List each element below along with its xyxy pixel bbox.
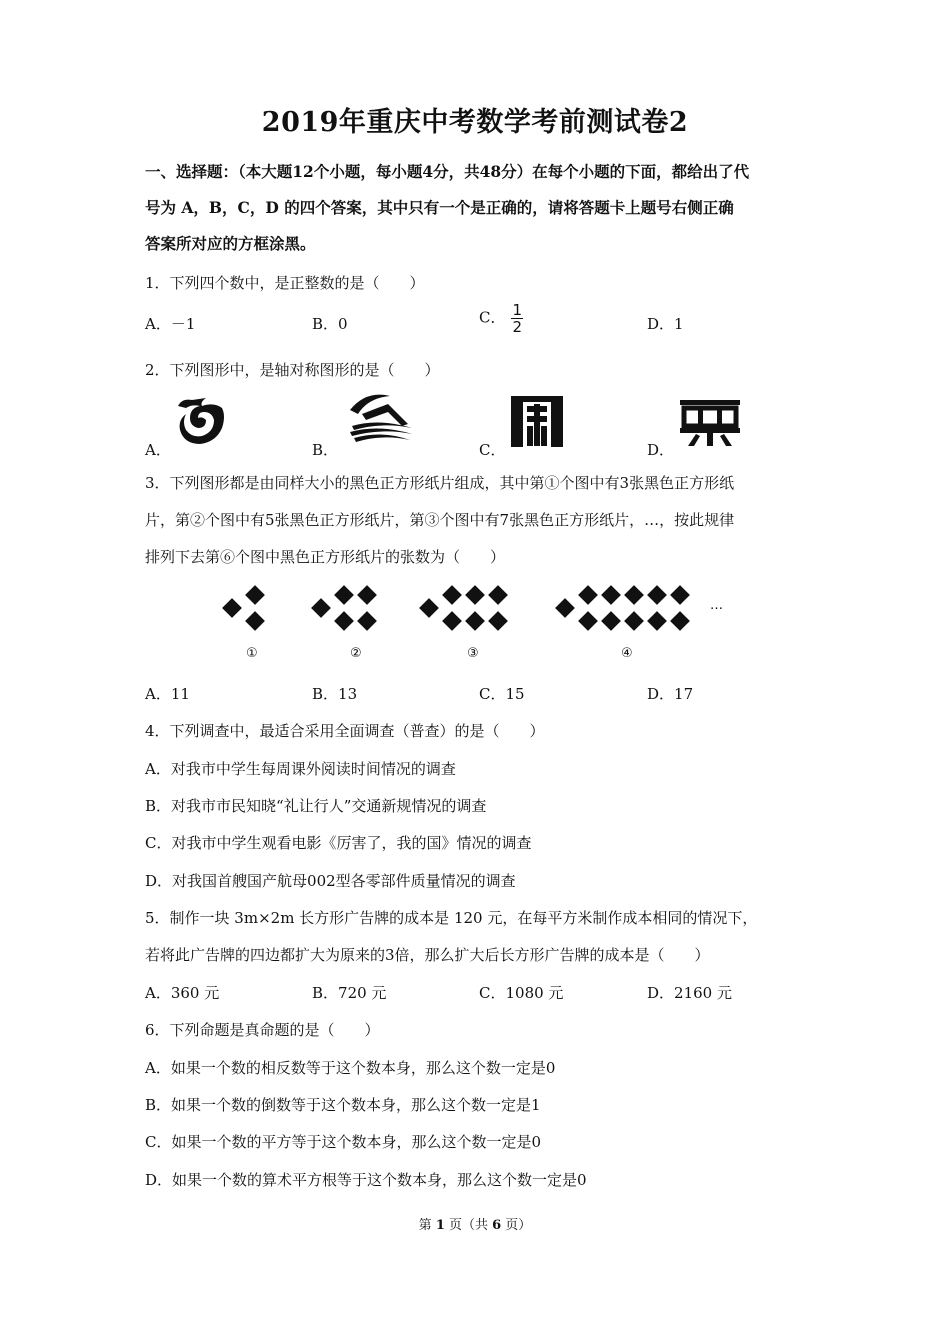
q1-option-b: B．0 bbox=[312, 315, 348, 333]
q3-option-b: B．13 bbox=[312, 685, 358, 703]
q5-stem-line-2: 若将此广告牌的四边都扩大为原来的3倍，那么扩大后长方形广告牌的成本是（ ） bbox=[145, 946, 710, 964]
q2-option-b: B． bbox=[312, 441, 339, 459]
q2-figure-c-gate-icon bbox=[510, 394, 564, 448]
q3-figure-label-4: ④ bbox=[621, 646, 633, 661]
q6-option-b: B．如果一个数的倒数等于这个数本身，那么这个数一定是1 bbox=[145, 1096, 541, 1114]
footer-page-number: 1 bbox=[435, 1218, 445, 1233]
q1-option-a: A．－1 bbox=[145, 315, 196, 333]
q1-option-c-label: C． bbox=[479, 308, 506, 327]
q2-option-a: A． bbox=[145, 441, 171, 459]
q5-option-c: C．1080 元 bbox=[479, 984, 564, 1002]
q4-option-c: C．对我市中学生观看电影《厉害了，我的国》情况的调查 bbox=[145, 834, 532, 852]
fraction-one-half bbox=[511, 302, 523, 335]
q3-option-c: C．15 bbox=[479, 685, 525, 703]
q5-option-b: B．720 元 bbox=[312, 984, 387, 1002]
q2-option-c: C． bbox=[479, 441, 506, 459]
q2-stem: 2．下列图形中，是轴对称图形的是（ ） bbox=[145, 361, 440, 379]
q3-figure-label-3: ③ bbox=[467, 646, 479, 661]
page-footer bbox=[0, 1214, 950, 1233]
section-instructions-line-3: 答案所对应的方框涂黑。 bbox=[145, 234, 316, 253]
q3-figure-4 bbox=[555, 585, 690, 631]
q6-stem: 6．下列命题是真命题的是（ ） bbox=[145, 1021, 380, 1039]
q4-option-a: A．对我市中学生每周课外阅读时间情况的调查 bbox=[145, 760, 456, 778]
q5-stem-line-1: 5．制作一块 3m×2m 长方形广告牌的成本是 120 元，在每平方米制作成本相同的情况下， bbox=[145, 909, 758, 927]
q3-pattern-figures bbox=[218, 578, 718, 640]
q2-figure-b-ship-icon bbox=[342, 390, 414, 448]
q3-figure-3 bbox=[419, 585, 508, 631]
q5-option-a: A．360 元 bbox=[145, 984, 220, 1002]
q3-figure-1 bbox=[222, 585, 265, 631]
section-instructions-line-1: 一、选择题：（本大题12个小题，每小题4分，共48分）在每个小题的下面，都给出了代 bbox=[145, 162, 750, 181]
q1-option-c bbox=[479, 302, 523, 335]
q3-stem-line-3: 排列下去第⑥个图中黑色正方形纸片的张数为（ ） bbox=[145, 548, 506, 566]
q4-option-d: D．对我国首艘国产航母002型各零部件质量情况的调查 bbox=[145, 872, 516, 890]
fraction-numerator: 1 bbox=[512, 301, 523, 319]
q6-option-a: A．如果一个数的相反数等于这个数本身，那么这个数一定是0 bbox=[145, 1059, 556, 1077]
footer-suffix: 页） bbox=[501, 1218, 532, 1233]
q3-option-a: A．11 bbox=[145, 685, 190, 703]
q4-option-b: B．对我市市民知晓“礼让行人”交通新规情况的调查 bbox=[145, 797, 487, 815]
q3-stem-line-2: 片，第②个图中有5张黑色正方形纸片，第③个图中有7张黑色正方形纸片，…，按此规律 bbox=[145, 511, 735, 529]
footer-middle: 页（共 bbox=[444, 1218, 493, 1233]
q2-option-d: D． bbox=[647, 441, 675, 459]
q5-option-d: D．2160 元 bbox=[647, 984, 732, 1002]
q3-ellipsis: … bbox=[710, 598, 723, 613]
footer-prefix: 第 bbox=[418, 1218, 436, 1233]
section-instructions-line-2: 号为 A，B，C，D 的四个答案，其中只有一个是正确的，请将答题卡上题号右侧正确 bbox=[145, 198, 734, 217]
q2-figure-d-pattern-icon bbox=[678, 398, 742, 448]
q3-option-d: D．17 bbox=[647, 685, 694, 703]
q6-option-c: C．如果一个数的平方等于这个数本身，那么这个数一定是0 bbox=[145, 1133, 542, 1151]
q1-option-d: D．1 bbox=[647, 315, 684, 333]
q3-stem-line-1: 3．下列图形都是由同样大小的黑色正方形纸片组成，其中第①个图中有3张黑色正方形纸 bbox=[145, 474, 735, 492]
q3-figure-label-1: ① bbox=[246, 646, 258, 661]
fraction-denominator: 2 bbox=[512, 318, 523, 336]
page-title: 2019年重庆中考数学考前测试卷2 bbox=[261, 107, 689, 138]
q3-figure-label-2: ② bbox=[350, 646, 362, 661]
footer-total-pages: 6 bbox=[492, 1218, 502, 1233]
q2-figure-a-swirl-icon bbox=[172, 392, 228, 450]
q6-option-d: D．如果一个数的算术平方根等于这个数本身，那么这个数一定是0 bbox=[145, 1171, 587, 1189]
q3-figure-2 bbox=[311, 585, 377, 631]
q4-stem: 4．下列调查中，最适合采用全面调查（普查）的是（ ） bbox=[145, 722, 545, 740]
q1-stem: 1．下列四个数中，是正整数的是（ ） bbox=[145, 274, 425, 292]
